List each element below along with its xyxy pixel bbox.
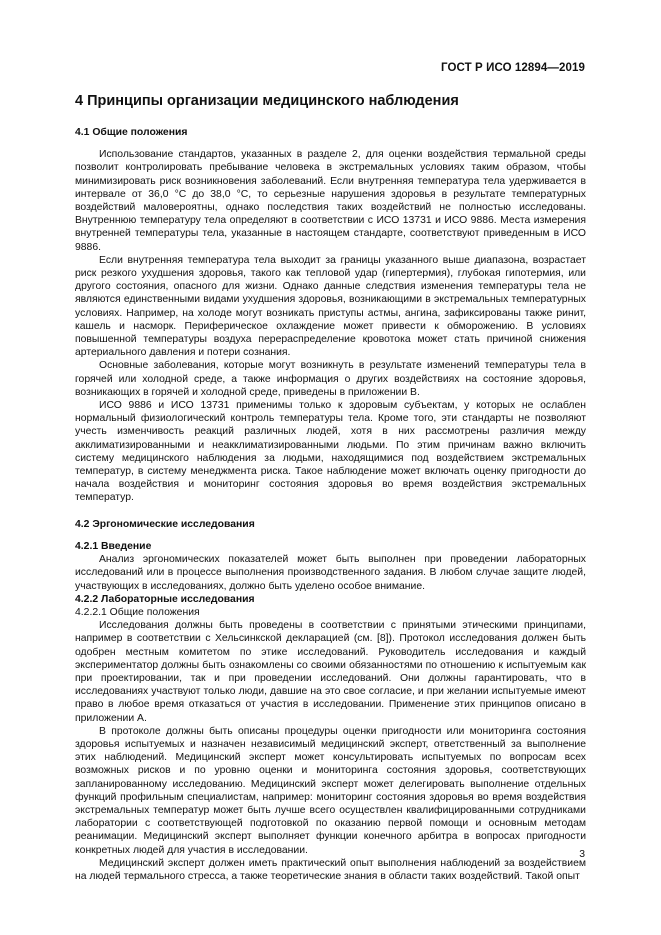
section-4-title: 4 Принципы организации медицинского наблюдения bbox=[75, 93, 459, 109]
section-4-1-title: 4.1 Общие положения bbox=[75, 127, 188, 138]
paragraph: Исследования должны быть проведены в соответствии с принятыми этическими принципами, например в соответствии с Хельсинкской декларацией (см. [8]). Протокол исследования должен быть одобрен местным комитетом по этике исследований. Руководитель исследования и каждый экспериментатор должны быть ознакомлены со своими обязанностями по отношению к испытуемым как при проектировании, так и при проведении исследований. Они должны гарантировать, что в исследованиях участвуют только люди, давшие на это свое согласие, и при желании испытуемые имеют право в любое время отказаться от участия в исследовании. Применение этих принципов описано в приложении А. bbox=[75, 620, 586, 724]
paragraph: Анализ эргономических показателей может быть выполнен при проведении лабораторных исследований или в процессе выполнения производственного задания. В любом случае защите людей, участвующих в исследованиях, должно быть уделено особое внимание. bbox=[75, 554, 586, 592]
page-content bbox=[75, 92, 586, 883]
paragraph: Основные заболевания, которые могут возникнуть в результате изменений температуры тела в горячей или холодной среде, а также информация о других воздействиях на состояние здоровья, возникающих в горячей и холодной среде, приведены в приложении В. bbox=[75, 360, 586, 398]
page-number: 3 bbox=[579, 849, 585, 860]
section-4-2-2-title: 4.2.2 Лабораторные исследования bbox=[75, 593, 255, 605]
section-4-2-1-title: 4.2.1 Введение bbox=[75, 540, 152, 552]
paragraph: Медицинский эксперт должен иметь практический опыт выполнения наблюдений за воздействием на людей термального стресса, а также теоретические знания в области таких воздействий. Такой опыт bbox=[75, 857, 586, 882]
section-4-2-2-1-title: 4.2.2.1 Общие положения bbox=[75, 606, 200, 618]
paragraph: В протоколе должны быть описаны процедуры оценки пригодности или мониторинга состояния здоровья испытуемых и назначен независимый медицинский эксперт, ответственный за выполнение этих наблюдений. Медицинский эксперт может консультировать испытуемых по вопросам всех возможных рисков и по уровню оценки и мониторинга состояния здоровья, соответствующих запланированному исследованию. Медицинский эксперт может делегировать выполнение отдельных функций профильным специалистам, например: мониторинг состояния здоровья во время воздействия экстремальных температур может быть лучше всего осуществлен квалифицированными сотрудниками лаборатории с соответствующей подготовкой по оказанию первой помощи и основным методам реанимации. Медицинский эксперт выполняет функции конечного арбитра в вопросах пригодности конкретных людей для участия в исследовании. bbox=[75, 725, 586, 856]
paragraph: ИСО 9886 и ИСО 13731 применимы только к здоровым субъектам, у которых не ослаблен нормальный физиологический контроль температуры тела. Кроме того, эти стандарты не позволяют учесть изменчивость реакций различных людей, хотя в них рассмотрены различия между акклиматизированными и неакклиматизированными людьми. По этим причинам важно включить систему медицинского наблюдения за людьми, находящимися под воздействием экстремальных температур, в систему менеджмента риска. Такое наблюдение может включать оценку пригодности до начала воздействия и мониторинг состояния здоровья во время воздействия экстремальных температур. bbox=[75, 400, 586, 504]
paragraph: Если внутренняя температура тела выходит за границы указанного выше диапазона, возрастает риск резкого ухудшения здоровья, такого как тепловой удар (гипертермия), глубокая гипотермия, или другого состояния, опасного для жизни. Однако данные следствия изменения температуры тела не являются единственными видами ухудшения здоровья, возникающими в экстремальных температурных условиях. Например, на холоде могут возникать приступы астмы, ангина, зафиксированы также ринит, кашель и насморк. Периферическое охлаждение может привести к обморожению. В условиях повышенной температуры воздуха перераспределение кровотока может стать причиной снижения артериального давления и потери сознания. bbox=[75, 254, 586, 359]
paragraph: Использование стандартов, указанных в разделе 2, для оценки воздействия термальной среды позволит контролировать пребывание человека в экстремальных условиях таким образом, чтобы минимизировать риск возникновения заболеваний. Если внутренняя температура тела удерживается в интервале от 36,0 °С до 38,0 °С, то серьезные нарушения здоровья в результате температурных воздействий маловероятны, однако последствия таких воздействий не полностью исследованы. Внутреннюю температуру тела определяют в соответствии с ИСО 13731 и ИСО 9886. Места измерения внутренней температуры тела, указанные в настоящем стандарте, соответствуют приведенным в ИСО 9886. bbox=[75, 149, 586, 253]
section-4-2-title: 4.2 Эргономические исследования bbox=[75, 518, 255, 530]
standard-designation: ГОСТ Р ИСО 12894—2019 bbox=[440, 62, 585, 74]
spacer bbox=[75, 505, 586, 518]
